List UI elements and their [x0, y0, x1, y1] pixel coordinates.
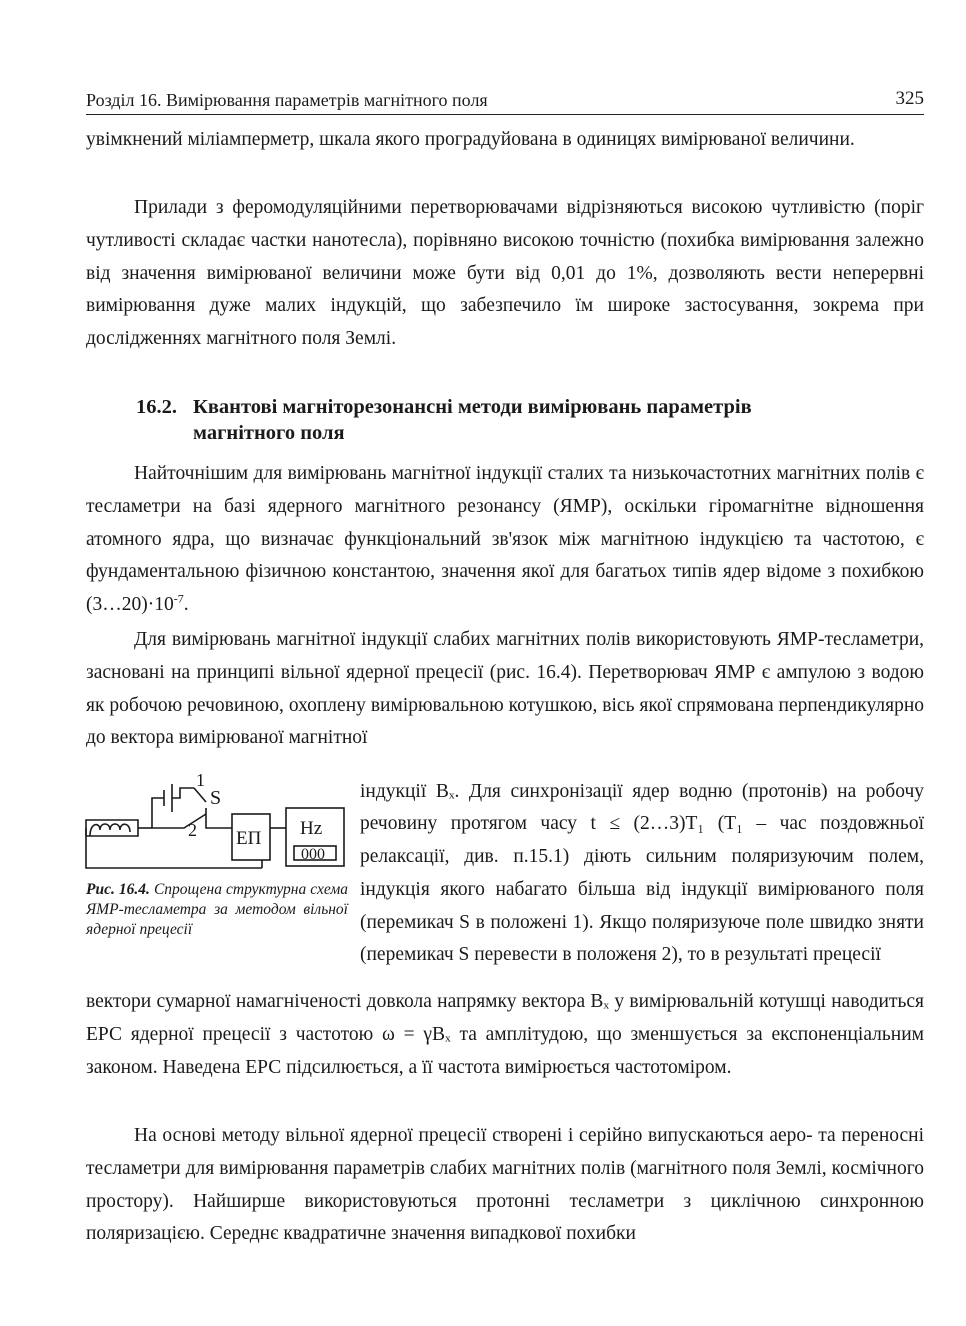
paragraph-4-lead-text: Для вимірювань магнітної індукції слабих магнітних полів використовують ЯМР-тесламетри, засновані на принципі вільної ядерної прецесії (рис. 16.4). Перетворювач ЯМР є ампулою з водою як робочою речовиною, охоплену вимірювальною котушкою, вісь якої спрямована перпендикулярно до вектора вимірюваної магнітної — [86, 629, 924, 749]
paragraph-4-lead — [86, 624, 924, 755]
coil-winding — [90, 824, 130, 836]
pos2-label: 2 — [188, 820, 197, 840]
paragraph-4-wrap-text: індукції Bₓ. Для синхронізації ядер водню (протонів) на робочу речовину протягом часу t ≤ (2…3)T₁ (T₁ – час поздовжньої релаксації, див. п.15.1) діють сильним поляризуючим полем, індукція якого набагато більша від індукції вимірюваного поля (перемикач S в положені 1). Якщо поляризуюче поле швидко зняти (перемикач S перевести в положеня 2), то в результаті прецесії — [360, 780, 924, 966]
pos1-label: 1 — [196, 770, 205, 790]
paragraph-3 — [86, 458, 924, 622]
paragraph-3-end: . — [183, 594, 189, 616]
schematic-diagram — [84, 768, 350, 883]
paragraph-4-tail-text: вектори сумарної намагніченості довкола напрямку вектора Bₓ у вимірювальній котушці наводиться ЕРС ядерної прецесії з частотою ω = γBₓ та амплітудою, що зменшується за експоненціальним законом. Наведена ЕРС підсилюється, а її частота вимірюється частотоміром. — [86, 991, 924, 1078]
paragraph-4-tail — [86, 986, 924, 1084]
running-header — [86, 88, 924, 115]
paragraph-4-wrap — [360, 756, 924, 992]
paragraph-2 — [86, 192, 924, 356]
paragraph-2-text: Прилади з феромодуляційними перетворювачами відрізняються високою чутливістю (поріг чутливості складає частки нанотесла), порівняно високою точністю (похибка вимірювання залежно від значення вимірюваної величини може бути від 0,01 до 1%, дозволяють вести неперервні вимірювання дуже малих індукцій, що забезпечило їм широке застосування, зокрема при дослідженнях магнітного поля Землі. — [86, 197, 924, 350]
section-number: 16.2. — [136, 396, 177, 418]
section-heading — [136, 394, 752, 446]
switch-label: S — [210, 787, 222, 809]
header-title: Розділ 16. Вимірювання параметрів магнітного поля — [86, 90, 488, 110]
page-number: 325 — [895, 88, 924, 109]
paragraph-5 — [86, 1120, 924, 1251]
hz-label: Hz — [300, 818, 323, 839]
figure-schematic — [84, 768, 350, 883]
paragraph-3-text — [86, 458, 924, 622]
section-title-line1: Квантові магніторезонансні методи вимірювань параметрів — [193, 396, 752, 418]
paragraph-3-exponent: -7 — [173, 591, 184, 606]
paragraph-1 — [86, 124, 924, 157]
switch-contact — [194, 788, 206, 802]
paragraph-3-main: Найточнішим для вимірювань магнітної індукції сталих та низькочастотних магнітних полів є тесламетри на базі ядерного магнітного резонансу (ЯМР), оскільки гіромагнітне відношення атомного ядра, що визначає функціональний зв'язок між магнітною індукцією та частотою, є фундаментальною фізичною константою, значення якої для багатьох типів ядер відоме з похибкою (3…20)·10 — [86, 463, 924, 616]
section-title-line2: магнітного поля — [193, 422, 345, 444]
paragraph-5-text: На основі методу вільної ядерної прецесії створені і серійно випускаються аеро- та переносні тесламетри для вимірювання параметрів слабих магнітних полів (магнітного поля Землі, космічного простору). Найширше використовуються протонні тесламетри з циклічною синхронною поляризацією. Середнє квадратичне значення випадкової похибки — [86, 1125, 924, 1245]
caption-label: Рис. 16.4. — [86, 881, 150, 898]
figure-caption — [86, 880, 348, 940]
paragraph-1-text: увімкнений міліамперметр, шкала якого проградуйована в одиницях вимірюваної величини. — [86, 129, 855, 150]
amplifier-label: ЕП — [236, 828, 262, 849]
readout-label: 000 — [301, 846, 325, 863]
battery-symbol — [164, 784, 172, 812]
caption-text: Спрощена структурна схема ЯМР-тесламетра за методом вільної ядерної прецесії — [86, 881, 348, 938]
